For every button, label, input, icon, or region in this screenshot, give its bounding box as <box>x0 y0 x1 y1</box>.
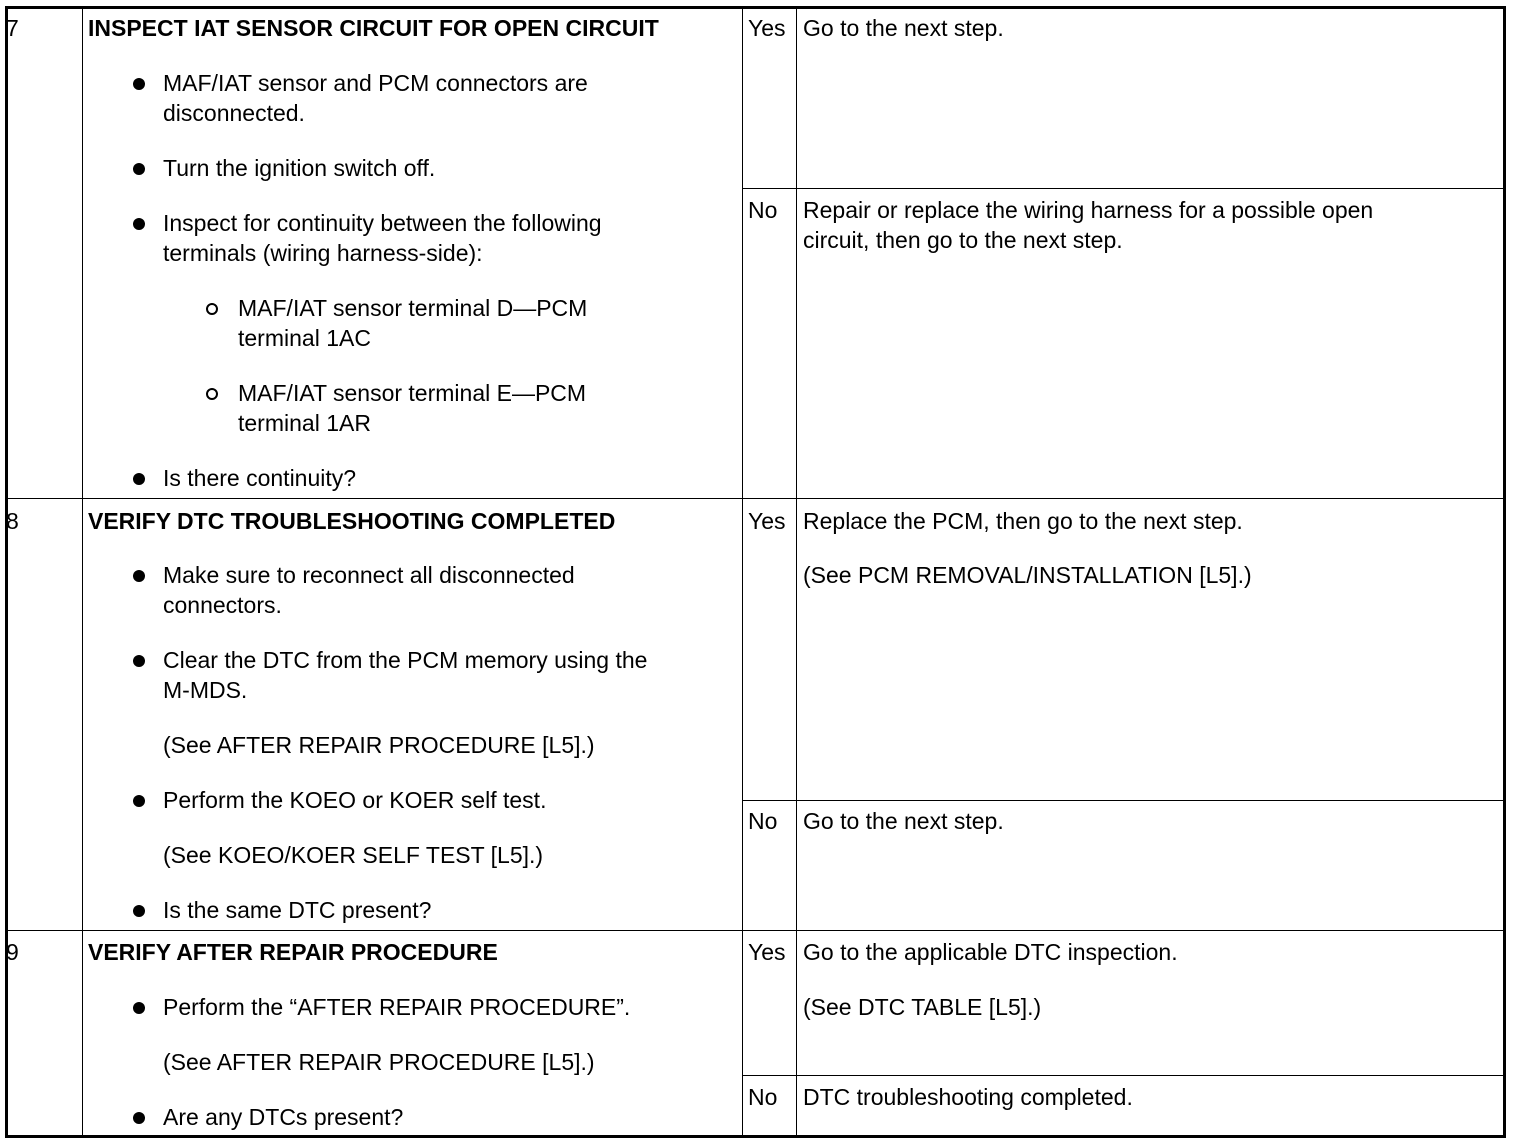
bullet-text: Turn the ignition switch off. <box>163 155 436 181</box>
step-number: 7 <box>6 15 19 41</box>
sub-bullet-icon <box>206 303 218 315</box>
bullet-icon <box>133 795 145 807</box>
bullet-text: Are any DTCs present? <box>163 1104 404 1130</box>
no-label: No <box>748 1084 778 1110</box>
yes-reference-note: (See PCM REMOVAL/INSTALLATION [L5].) <box>803 562 1252 588</box>
column-divider-yesno <box>796 9 797 1135</box>
reference-note: (See AFTER REPAIR PROCEDURE [L5].) <box>163 1049 595 1075</box>
sub-bullet-text: terminal 1AR <box>238 410 371 436</box>
bullet-icon <box>133 473 145 485</box>
bullet-icon <box>133 1002 145 1014</box>
column-divider-step <box>82 9 83 1135</box>
yes-no-divider-9 <box>742 1075 1503 1076</box>
row-divider-7-8 <box>8 498 1503 499</box>
bullet-text: disconnected. <box>163 100 305 126</box>
yes-label: Yes <box>748 508 786 534</box>
step-number: 8 <box>6 508 19 534</box>
reference-note: (See KOEO/KOER SELF TEST [L5].) <box>163 842 544 868</box>
yes-result: Go to the applicable DTC inspection. <box>803 939 1178 965</box>
bullet-icon <box>133 78 145 90</box>
yes-reference-note: (See DTC TABLE [L5].) <box>803 994 1042 1020</box>
sub-bullet-text: MAF/IAT sensor terminal D—PCM <box>238 295 588 321</box>
bullet-text: Make sure to reconnect all disconnected <box>163 562 575 588</box>
no-label: No <box>748 808 778 834</box>
bullet-text: Is there continuity? <box>163 465 357 491</box>
bullet-icon <box>133 905 145 917</box>
bullet-icon <box>133 163 145 175</box>
bullet-text: Clear the DTC from the PCM memory using the <box>163 647 648 673</box>
bullet-text: M-MDS. <box>163 677 248 703</box>
no-result: Go to the next step. <box>803 808 1004 834</box>
step-title: VERIFY DTC TROUBLESHOOTING COMPLETED <box>88 508 616 534</box>
step-title: VERIFY AFTER REPAIR PROCEDURE <box>88 939 498 965</box>
sub-bullet-text: terminal 1AC <box>238 325 371 351</box>
bullet-icon <box>133 218 145 230</box>
bullet-text: Perform the “AFTER REPAIR PROCEDURE”. <box>163 994 631 1020</box>
step-title: INSPECT IAT SENSOR CIRCUIT FOR OPEN CIRCUIT <box>88 15 659 41</box>
bullet-icon <box>133 1112 145 1124</box>
yes-no-divider-8 <box>742 800 1503 801</box>
no-result: Repair or replace the wiring harness for a possible open <box>803 197 1374 223</box>
bullet-text: Is the same DTC present? <box>163 897 432 923</box>
bullet-text: terminals (wiring harness-side): <box>163 240 483 266</box>
reference-note: (See AFTER REPAIR PROCEDURE [L5].) <box>163 732 595 758</box>
column-divider-action <box>742 9 743 1135</box>
yes-result: Go to the next step. <box>803 15 1004 41</box>
sub-bullet-text: MAF/IAT sensor terminal E—PCM <box>238 380 587 406</box>
yes-label: Yes <box>748 15 786 41</box>
step-number: 9 <box>6 939 19 965</box>
bullet-text: Inspect for continuity between the following <box>163 210 602 236</box>
sub-bullet-icon <box>206 388 218 400</box>
row-divider-8-9 <box>8 930 1503 931</box>
bullet-text: connectors. <box>163 592 282 618</box>
no-label: No <box>748 197 778 223</box>
bullet-text: Perform the KOEO or KOER self test. <box>163 787 547 813</box>
bullet-icon <box>133 655 145 667</box>
bullet-icon <box>133 570 145 582</box>
yes-no-divider-7 <box>742 188 1503 189</box>
yes-label: Yes <box>748 939 786 965</box>
yes-result: Replace the PCM, then go to the next step. <box>803 508 1243 534</box>
bullet-text: MAF/IAT sensor and PCM connectors are <box>163 70 588 96</box>
no-result: circuit, then go to the next step. <box>803 227 1123 253</box>
no-result: DTC troubleshooting completed. <box>803 1084 1133 1110</box>
